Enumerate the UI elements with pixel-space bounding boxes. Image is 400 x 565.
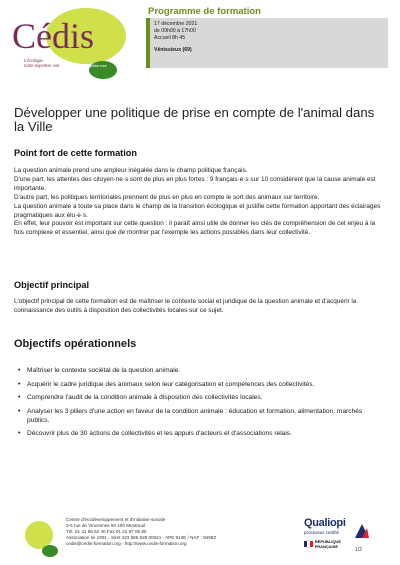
qualiopi-sub: processus certifié [304,530,340,535]
paragraph: La question animale prend une ampleur inégalée dans le champ politique français. [14,167,248,174]
session-info-accent [146,18,150,68]
bullet-icon: • [18,380,21,388]
svg-text:Cédis: Cédis [12,16,95,56]
page-title: Développer une politique de prise en compte de l'animal dans la Ville [14,105,375,134]
programme-title: Programme de formation [148,6,261,17]
logo-tagline: L'écologie, notre expertise vos [24,58,60,68]
objectives-list [14,366,384,443]
list-item: • Acquérir le cadre juridique des animaux selon leur catégorisation et compétences des collectivités. [18,380,315,388]
session-welcome: Accueil 8h 45 [154,35,186,41]
paragraph: En effet, leur pouvoir est important sur cette question : il paraît ainsi utile de donner les clés de compréhension de cet enjeu à la fois complexe et essentiel, ainsi que de montrer par l'exemple les actions possibles dans leur collectivité. [14,220,376,237]
session-location: Vénissieux (69) [154,47,192,53]
cedis-logo [8,4,133,84]
section-heading-point-fort: Point fort de cette formation [14,148,138,158]
list-item: • Comprendre l'audit de la condition animale à disposition des collectivités locales. [18,394,263,401]
republique-francaise: RÉPUBLIQUE FRANÇAISE [304,539,364,549]
footer-address: Centre d'écodéveloppement et d'initiative sociale 3-5 rue de Vincennes 93 100 Montreuil Tél. 01 41 58 52 40 Fax 01 42 87 05 80 Association loi 1901 - Siret 423 686 628 00041 - APE 913E / NAF : 9499Z cedis@cedis-formation.org - http://www.cedis-formation.org [66,517,217,546]
list-item: • Analyser les 3 piliers d'une action en faveur de la condition animale : éducation et formation, alimentation, marchés publics. [18,407,363,424]
footer-cedis-logo [22,517,64,559]
paragraph: La question animale a toute sa place dans le champ de la transition écologique et justifie cette formation apportant des éclairages pragmatiques aux élu·e·s. [14,202,381,219]
qualiopi-mark-icon [354,523,370,544]
session-date: 17 décembre 2021 [154,21,198,27]
logo-tagline-competences: compétences [83,63,107,68]
list-item: • Maîtriser le contexte sociétal de la question animale. [18,367,181,374]
bullet-icon: • [18,407,21,415]
qualiopi-label: Qualiopi [304,517,346,529]
section-body-point-fort [14,167,386,238]
section-heading-objectif-principal: Objectif principal [14,280,90,290]
paragraph: D'une part, les attentes des citoyen·ne·s sont de plus en plus fortes : 9 français·e·s sur 10 considèrent que la cause animale est importante. [14,175,376,192]
session-hours: de 09h00 à 17h00 [154,28,196,34]
page-number: 1/2 [355,547,362,553]
list-item: • Découvrir plus de 30 actions de collectivités et les appuis d'acteurs et d'associations relais. [18,430,292,437]
bullet-icon: • [18,430,21,437]
paragraph: D'autre part, les politiques territoriales prennent de plus en plus en compte le sort des animaux sur territoire. [14,193,320,201]
bullet-icon: • [18,394,21,401]
section-body-objectif-principal: L'objectif principal de cette formation est de maîtriser le contexte social et juridique de la question animale et d'acquérir la connaissance des outils à disposition des collectivités locales sur ce sujet. [14,298,357,314]
section-heading-objectifs-operationnels: Objectifs opérationnels [14,338,137,350]
bullet-icon: • [18,367,21,374]
